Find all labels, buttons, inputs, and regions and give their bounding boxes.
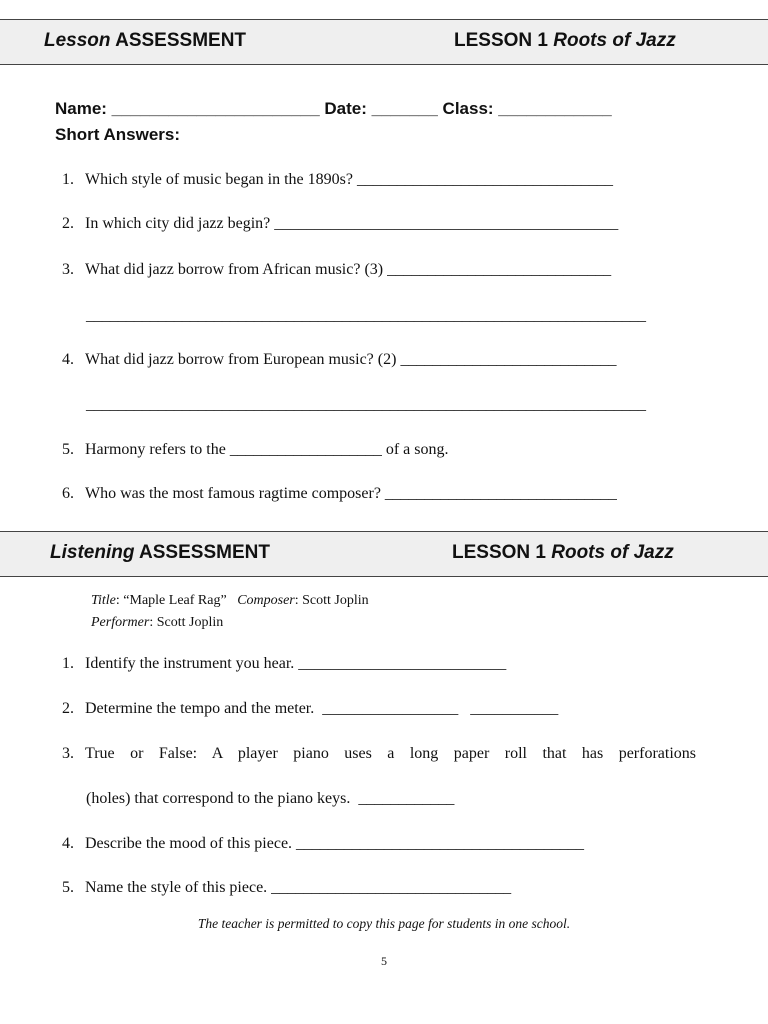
banner-assessment-word: ASSESSMENT [110, 30, 247, 51]
banner-lesson-title: Roots of Jazz [551, 542, 674, 563]
question-number: 6. [62, 485, 74, 502]
title-label: Title [91, 593, 116, 608]
question-text: True or False: A player piano uses a long paper roll that has perforations [85, 745, 696, 762]
listening-assessment-banner [0, 531, 768, 577]
piece-title-composer [91, 593, 369, 609]
banner-lesson-number: LESSON 1 [454, 30, 554, 51]
question-number: 3. [62, 745, 74, 762]
short-question-6[interactable] [62, 485, 617, 503]
listening-question-2[interactable] [62, 700, 558, 718]
listening-question-3-continuation[interactable]: (holes) that correspond to the piano keys. ____________ [86, 790, 455, 807]
performer-label: Performer [91, 615, 150, 630]
title-value: : “Maple Leaf Rag” [115, 593, 227, 608]
short-question-4[interactable] [62, 351, 616, 369]
question-number: 5. [62, 879, 74, 896]
question-text: In which city did jazz begin? ___________________________________________ [85, 215, 619, 232]
copyright-footer: The teacher is permitted to copy this page for students in one school. [197, 916, 571, 931]
question-number: 3. [62, 261, 74, 278]
question-text: Who was the most famous ragtime composer? _____________________________ [85, 485, 617, 502]
piece-performer [91, 615, 223, 631]
short-question-3-answer-line[interactable]: ______________________________________________________________________ [86, 307, 646, 324]
listening-question-4[interactable] [62, 835, 584, 853]
question-number: 2. [62, 215, 74, 232]
banner-right-title [452, 542, 674, 564]
question-text: Which style of music began in the 1890s? ________________________________ [85, 171, 613, 188]
question-text: What did jazz borrow from African music? (3) ____________________________ [85, 261, 612, 278]
page-number: 5 [381, 954, 387, 968]
name-date-class-row[interactable]: Name: ______________________ Date: _______ Class: ____________ [55, 99, 612, 118]
question-text: What did jazz borrow from European music? (2) ___________________________ [85, 351, 617, 368]
composer-label: Composer [237, 593, 295, 608]
banner-right-title [454, 30, 676, 52]
question-number: 5. [62, 441, 74, 458]
question-text: Identify the instrument you hear. __________________________ [85, 655, 507, 672]
composer-value: : Scott Joplin [294, 593, 369, 608]
short-question-2[interactable] [62, 215, 618, 233]
banner-assessment-word: ASSESSMENT [134, 542, 270, 563]
short-question-4-answer-line[interactable]: ______________________________________________________________________ [86, 396, 646, 413]
banner-left-title [50, 542, 270, 564]
short-question-5[interactable] [62, 441, 449, 459]
question-number: 4. [62, 351, 74, 368]
question-number: 4. [62, 835, 74, 852]
banner-left-title [44, 30, 246, 52]
short-question-1[interactable] [62, 171, 613, 189]
question-text: Harmony refers to the ___________________ of a song. [85, 441, 449, 458]
listening-question-1[interactable] [62, 655, 506, 673]
question-text: Name the style of this piece. ______________________________ [85, 879, 512, 896]
banner-italic-word: Lesson [44, 30, 111, 51]
performer-value: : Scott Joplin [149, 615, 224, 630]
listening-question-5[interactable] [62, 879, 511, 897]
question-number: 1. [62, 655, 74, 672]
listening-question-3[interactable] [62, 745, 696, 763]
short-answers-heading: Short Answers: [55, 125, 181, 144]
banner-italic-word: Listening [50, 542, 135, 563]
banner-lesson-title: Roots of Jazz [553, 30, 676, 51]
lesson-assessment-banner [0, 19, 768, 65]
short-question-3[interactable] [62, 261, 611, 279]
question-number: 1. [62, 171, 74, 188]
banner-lesson-number: LESSON 1 [452, 542, 552, 563]
question-text: Describe the mood of this piece. ____________________________________ [85, 835, 585, 852]
question-text: Determine the tempo and the meter. _________________ ___________ [85, 700, 559, 717]
question-number: 2. [62, 700, 74, 717]
